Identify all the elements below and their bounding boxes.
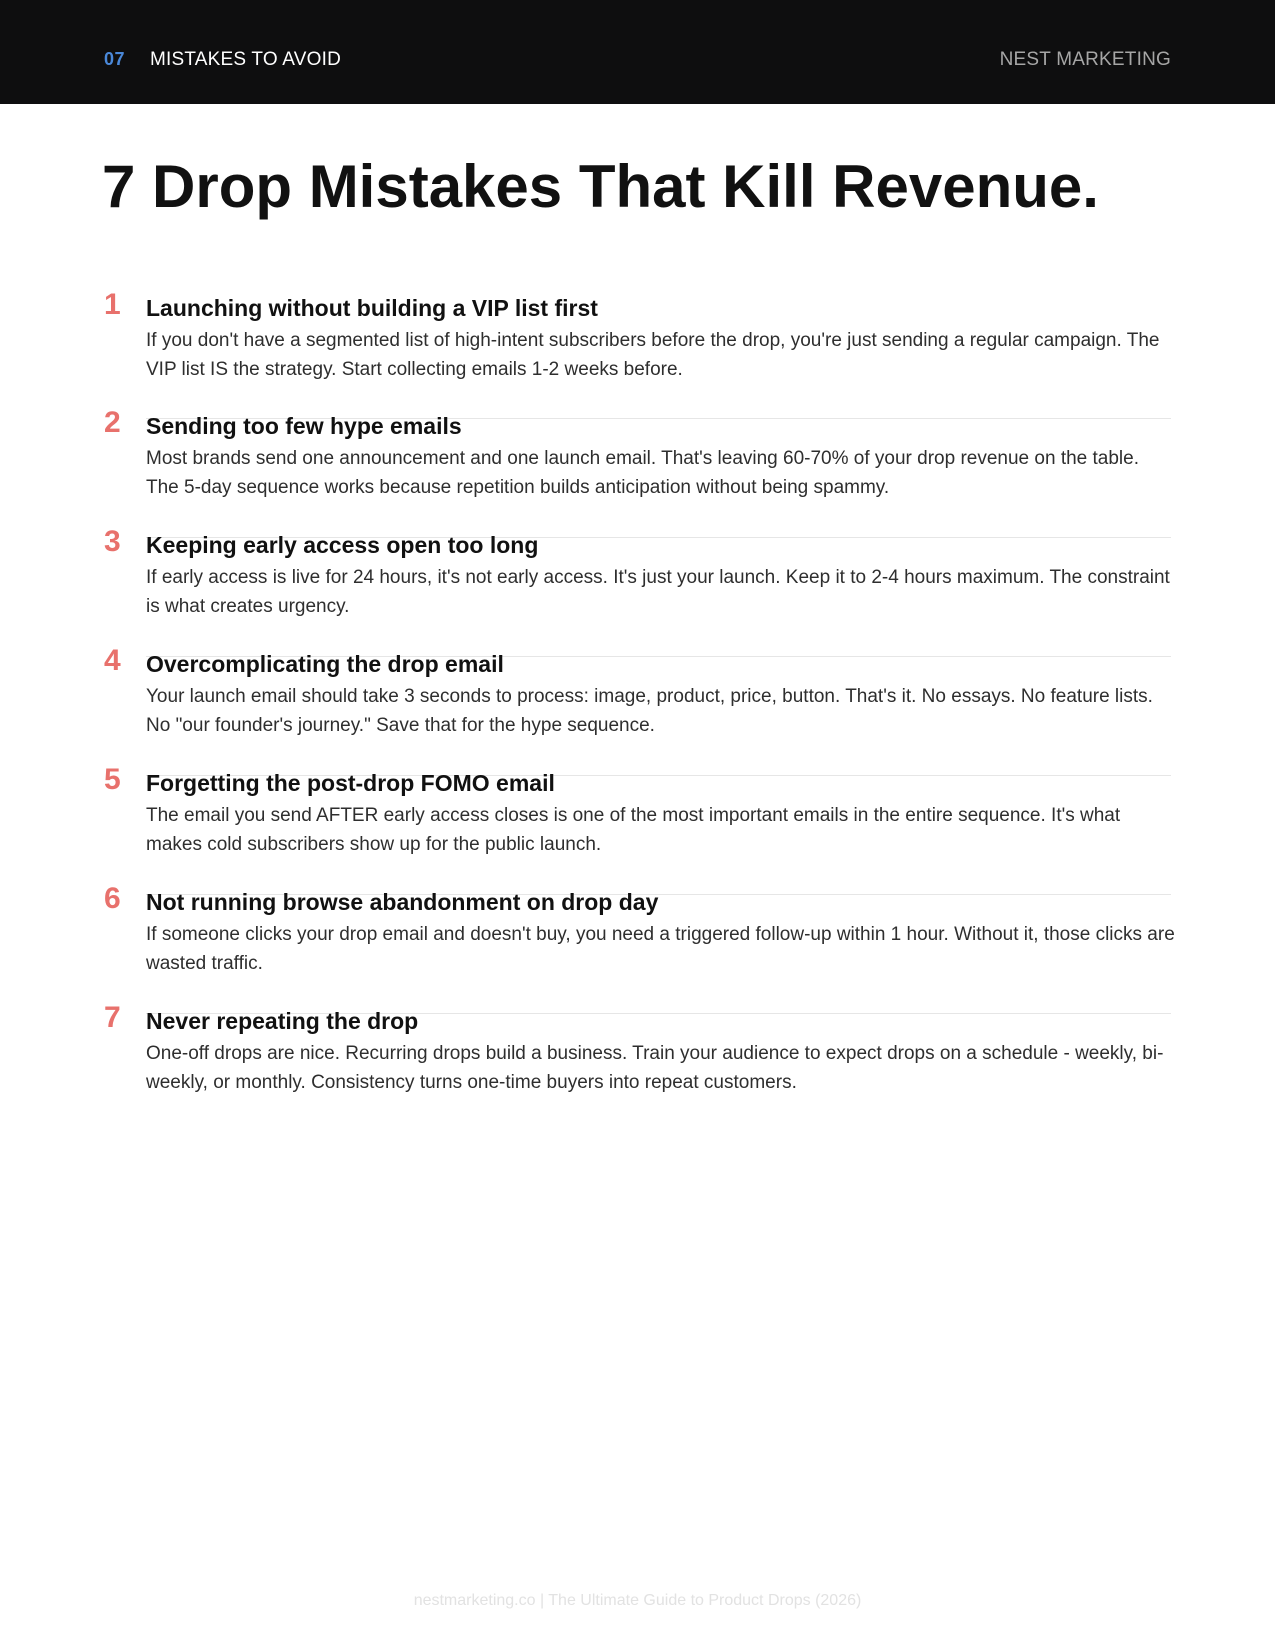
page-title: 7 Drop Mistakes That Kill Revenue.: [102, 153, 1099, 220]
mistake-heading: Keeping early access open too long: [146, 532, 539, 558]
mistake-item: [104, 644, 1171, 764]
mistake-body: The email you send AFTER early access closes is one of the most important emails in the entire sequence. It's what makes cold subscribers show up for the public launch.: [146, 805, 1121, 855]
mistake-number: 2: [104, 406, 121, 439]
mistake-item: [104, 1001, 1171, 1121]
brand-name: NEST MARKETING: [999, 49, 1171, 70]
mistake-heading: Forgetting the post-drop FOMO email: [146, 770, 555, 796]
mistake-heading: Sending too few hype emails: [146, 413, 462, 439]
mistake-body: If you don't have a segmented list of high-intent subscribers before the drop, you're just sending a regular campaign. The VIP list IS the strategy. Start collecting emails 1-2 weeks before.: [146, 330, 1160, 380]
mistake-item: [104, 763, 1171, 883]
mistake-number: 4: [104, 644, 121, 677]
mistake-number: 5: [104, 763, 121, 796]
section-title: MISTAKES TO AVOID: [150, 49, 341, 70]
mistake-number: 7: [104, 1001, 121, 1034]
mistake-heading: Overcomplicating the drop email: [146, 651, 504, 677]
mistake-body: One-off drops are nice. Recurring drops build a business. Train your audience to expect drops on a schedule - weekly, bi-weekly, or monthly. Consistency turns one-time buyers into repeat customers.: [146, 1043, 1164, 1093]
mistake-number: 3: [104, 525, 121, 558]
mistake-body: Most brands send one announcement and one launch email. That's leaving 60-70% of your drop revenue on the table. The 5-day sequence works because repetition builds anticipation without being spammy.: [146, 448, 1139, 498]
footer-text: nestmarketing.co | The Ultimate Guide to Product Drops (2026): [413, 1592, 862, 1609]
mistake-number: 1: [104, 288, 121, 321]
mistake-item: [104, 406, 1171, 526]
mistake-body: If someone clicks your drop email and doesn't buy, you need a triggered follow-up within 1 hour. Without it, those clicks are wasted traffic.: [146, 924, 1175, 974]
mistake-heading: Launching without building a VIP list first: [146, 295, 598, 321]
mistake-item: [104, 288, 1171, 408]
mistake-item: [104, 882, 1175, 1002]
mistake-heading: Not running browse abandonment on drop day: [146, 889, 659, 915]
header-bar: [0, 0, 1275, 104]
mistake-item: [104, 525, 1171, 645]
mistake-number: 6: [104, 882, 121, 915]
mistake-heading: Never repeating the drop: [146, 1008, 419, 1034]
mistake-body: Your launch email should take 3 seconds to process: image, product, price, button. That's it. No essays. No feature lists. No "our founder's journey." Save that for the hype sequence.: [146, 686, 1153, 736]
mistake-body: If early access is live for 24 hours, it's not early access. It's just your launch. Keep it to 2-4 hours maximum. The constraint is what creates urgency.: [146, 567, 1170, 617]
section-number: 07: [104, 49, 126, 69]
